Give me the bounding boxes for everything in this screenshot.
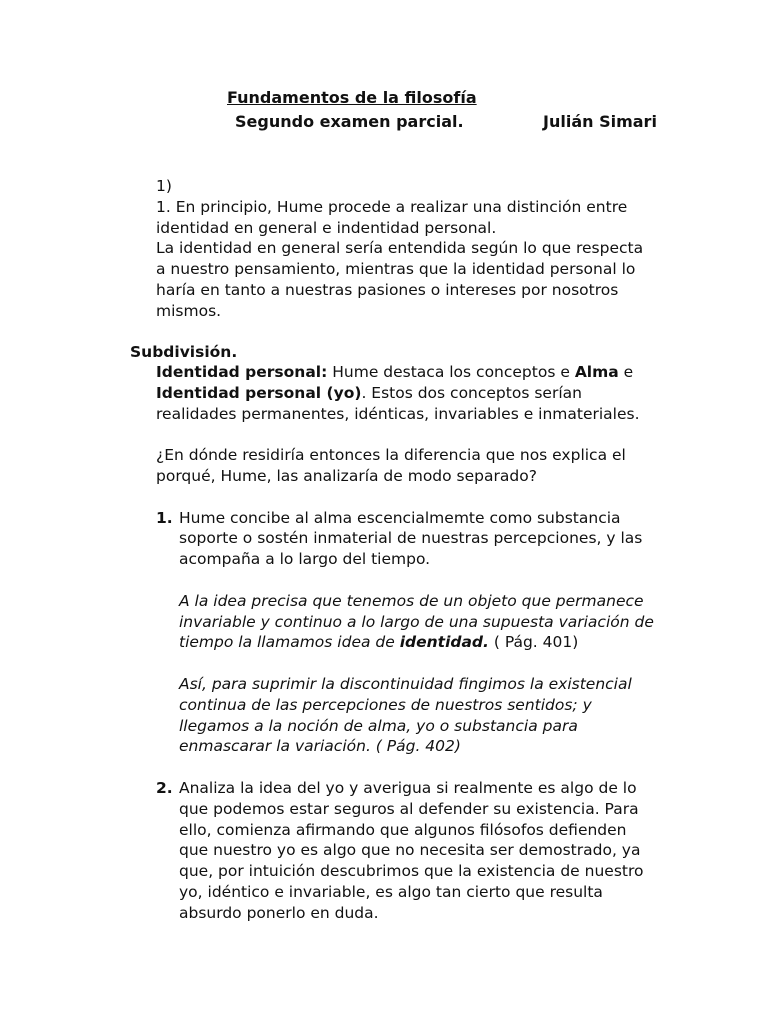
- list-item: [156, 778, 656, 924]
- text-run: e: [618, 363, 634, 381]
- page-reference: ( Pág. 401): [488, 633, 579, 652]
- paragraph: La identidad en general sería entendida según lo que respecta a nuestro pensamiento, mientras que la identidad personal lo haría en tanto a nuestras pasiones o intereses por nosotros mismos.: [156, 239, 644, 320]
- quote-text: Así, para suprimir la discontinuidad fingimos la existencial continua de las percepciones de nuestros sentidos; y llegamos a la noción de alma, yo o substancia para enmascarar la variación.: [179, 674, 632, 756]
- term: Identidad personal (yo): [156, 383, 362, 402]
- section-1: [156, 176, 656, 322]
- question-paragraph: ¿En dónde residiría entonces la diferencia que nos explica el porqué, Hume, las analizaría de modo separado?: [156, 446, 626, 485]
- term: Alma: [574, 363, 619, 381]
- quote-text: A la idea precisa que tenemos de un objeto que permanece invariable y continuo a lo largo de una supuesta variación de tiempo la llamamos idea de: [179, 591, 654, 652]
- document-title: Fundamentos de la filosofía: [227, 88, 477, 107]
- list-item: [156, 508, 656, 758]
- term: Identidad personal:: [156, 363, 328, 381]
- quote: [179, 674, 656, 757]
- intro-paragraph: [156, 362, 656, 424]
- document-subtitle: Segundo examen parcial.: [235, 112, 464, 131]
- quote-bold: identidad.: [399, 633, 489, 652]
- quote: [179, 591, 656, 653]
- paragraph: 1. En principio, Hume procede a realizar una distinción entre identidad en general e indentidad personal.: [156, 197, 628, 237]
- section-number: 1): [156, 177, 172, 195]
- text-run: . Estos dos conceptos serían realidades permanentes, idénticas, invariables e inmateriales.: [156, 383, 640, 423]
- paragraph: Analiza la idea del yo y averigua si realmente es algo de lo que podemos estar seguros al defender su existencia. Para ello, comienza afirmando que algunos filósofos defienden que nuestro yo es algo que no necesita ser demostrado, ya que, por intuición descubrimos que la existencia de nuestro yo, idéntico e invariable, es algo tan cierto que resulta absurdo ponerlo en duda.: [179, 778, 644, 922]
- list-item-body: [179, 508, 656, 758]
- text-run: Hume destaca los conceptos e: [327, 363, 575, 381]
- list-item-body: [179, 778, 656, 924]
- subdivision-body: [156, 362, 656, 924]
- list-number: 1.: [156, 508, 173, 527]
- document-author: Julián Simari: [543, 112, 657, 131]
- subdivision-heading: Subdivisión.: [130, 343, 238, 361]
- page-reference: ( Pág. 402): [375, 737, 461, 756]
- list-number: 2.: [156, 778, 173, 797]
- paragraph: Hume concibe al alma escencialmemte como substancia soporte o sostén inmaterial de nuestras percepciones, y las acompaña a lo largo del tiempo.: [179, 508, 643, 569]
